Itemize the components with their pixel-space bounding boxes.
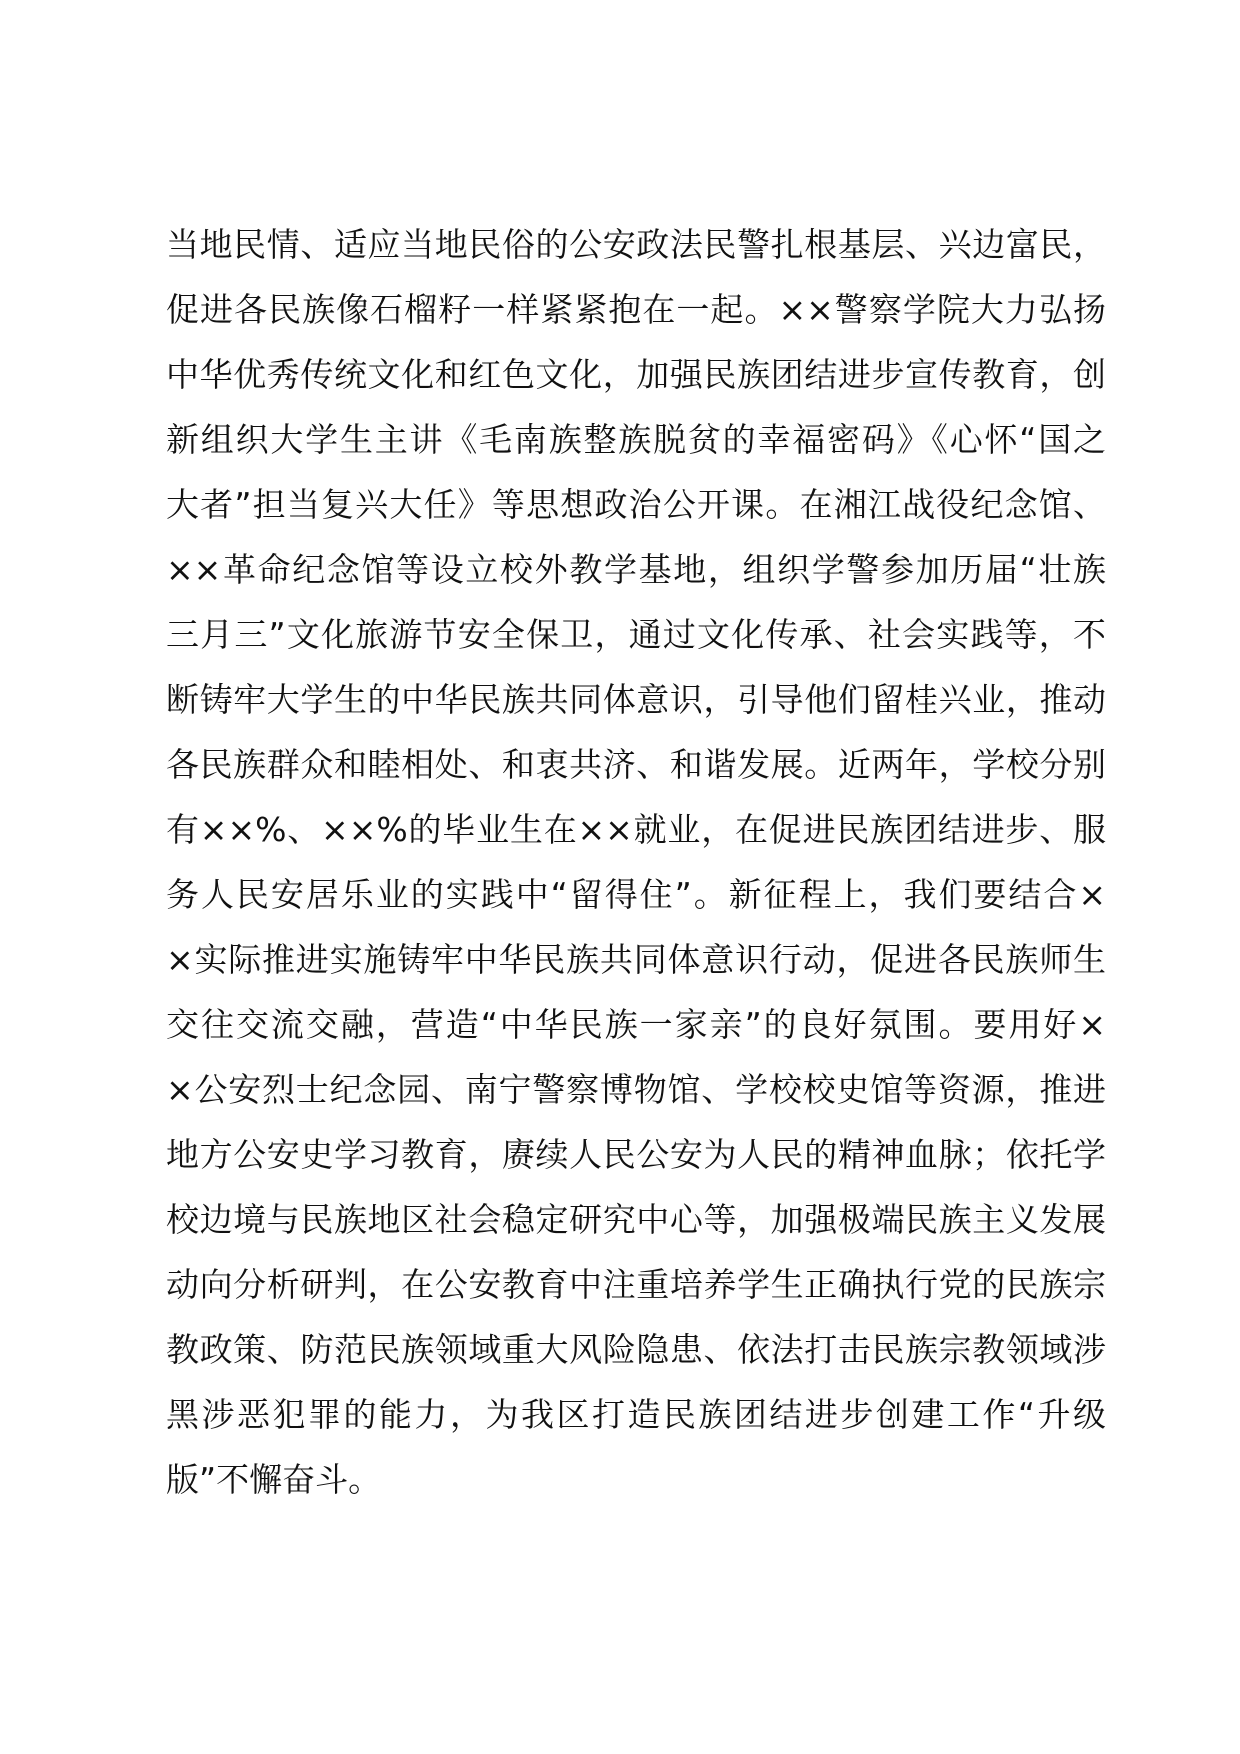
text-line: 校边境与民族地区社会稳定研究中心等，加强极端民族主义发展 (166, 1200, 1106, 1239)
text-line: 有××%、××%的毕业生在××就业，在促进民族团结进步、服 (166, 810, 1106, 849)
text-line: 务人民安居乐业的实践中“留得住”。新征程上，我们要结合× (166, 875, 1106, 914)
text-line: 大者”担当复兴大任》等思想政治公开课。在湘江战役纪念馆、 (166, 485, 1106, 524)
text-line: 当地民情、适应当地民俗的公安政法民警扎根基层、兴边富民， (166, 225, 1106, 264)
text-line: 三月三”文化旅游节安全保卫，通过文化传承、社会实践等，不 (166, 615, 1106, 654)
text-line: ×实际推进实施铸牢中华民族共同体意识行动，促进各民族师生 (166, 940, 1106, 979)
text-line: 中华优秀传统文化和红色文化，加强民族团结进步宣传教育，创 (166, 355, 1106, 394)
text-line: 版”不懈奋斗。 (166, 1460, 382, 1499)
text-line: 交往交流交融，营造“中华民族一家亲”的良好氛围。要用好× (166, 1005, 1106, 1044)
text-line: 教政策、防范民族领域重大风险隐患、依法打击民族宗教领域涉 (166, 1330, 1106, 1369)
text-line: 黑涉恶犯罪的能力，为我区打造民族团结进步创建工作“升级 (166, 1395, 1106, 1434)
body-paragraph (166, 212, 1106, 1512)
text-line: 促进各民族像石榴籽一样紧紧抱在一起。××警察学院大力弘扬 (166, 290, 1106, 329)
text-line: 各民族群众和睦相处、和衷共济、和谐发展。近两年，学校分别 (166, 745, 1106, 784)
text-line: ××革命纪念馆等设立校外教学基地，组织学警参加历届“壮族 (166, 550, 1106, 589)
text-line: 动向分析研判，在公安教育中注重培养学生正确执行党的民族宗 (166, 1265, 1106, 1304)
text-line: 新组织大学生主讲《毛南族整族脱贫的幸福密码》《心怀“国之 (166, 420, 1106, 459)
text-line: 地方公安史学习教育，赓续人民公安为人民的精神血脉；依托学 (166, 1135, 1106, 1174)
text-line: ×公安烈士纪念园、南宁警察博物馆、学校校史馆等资源，推进 (166, 1070, 1106, 1109)
text-line: 断铸牢大学生的中华民族共同体意识，引导他们留桂兴业，推动 (166, 680, 1106, 719)
